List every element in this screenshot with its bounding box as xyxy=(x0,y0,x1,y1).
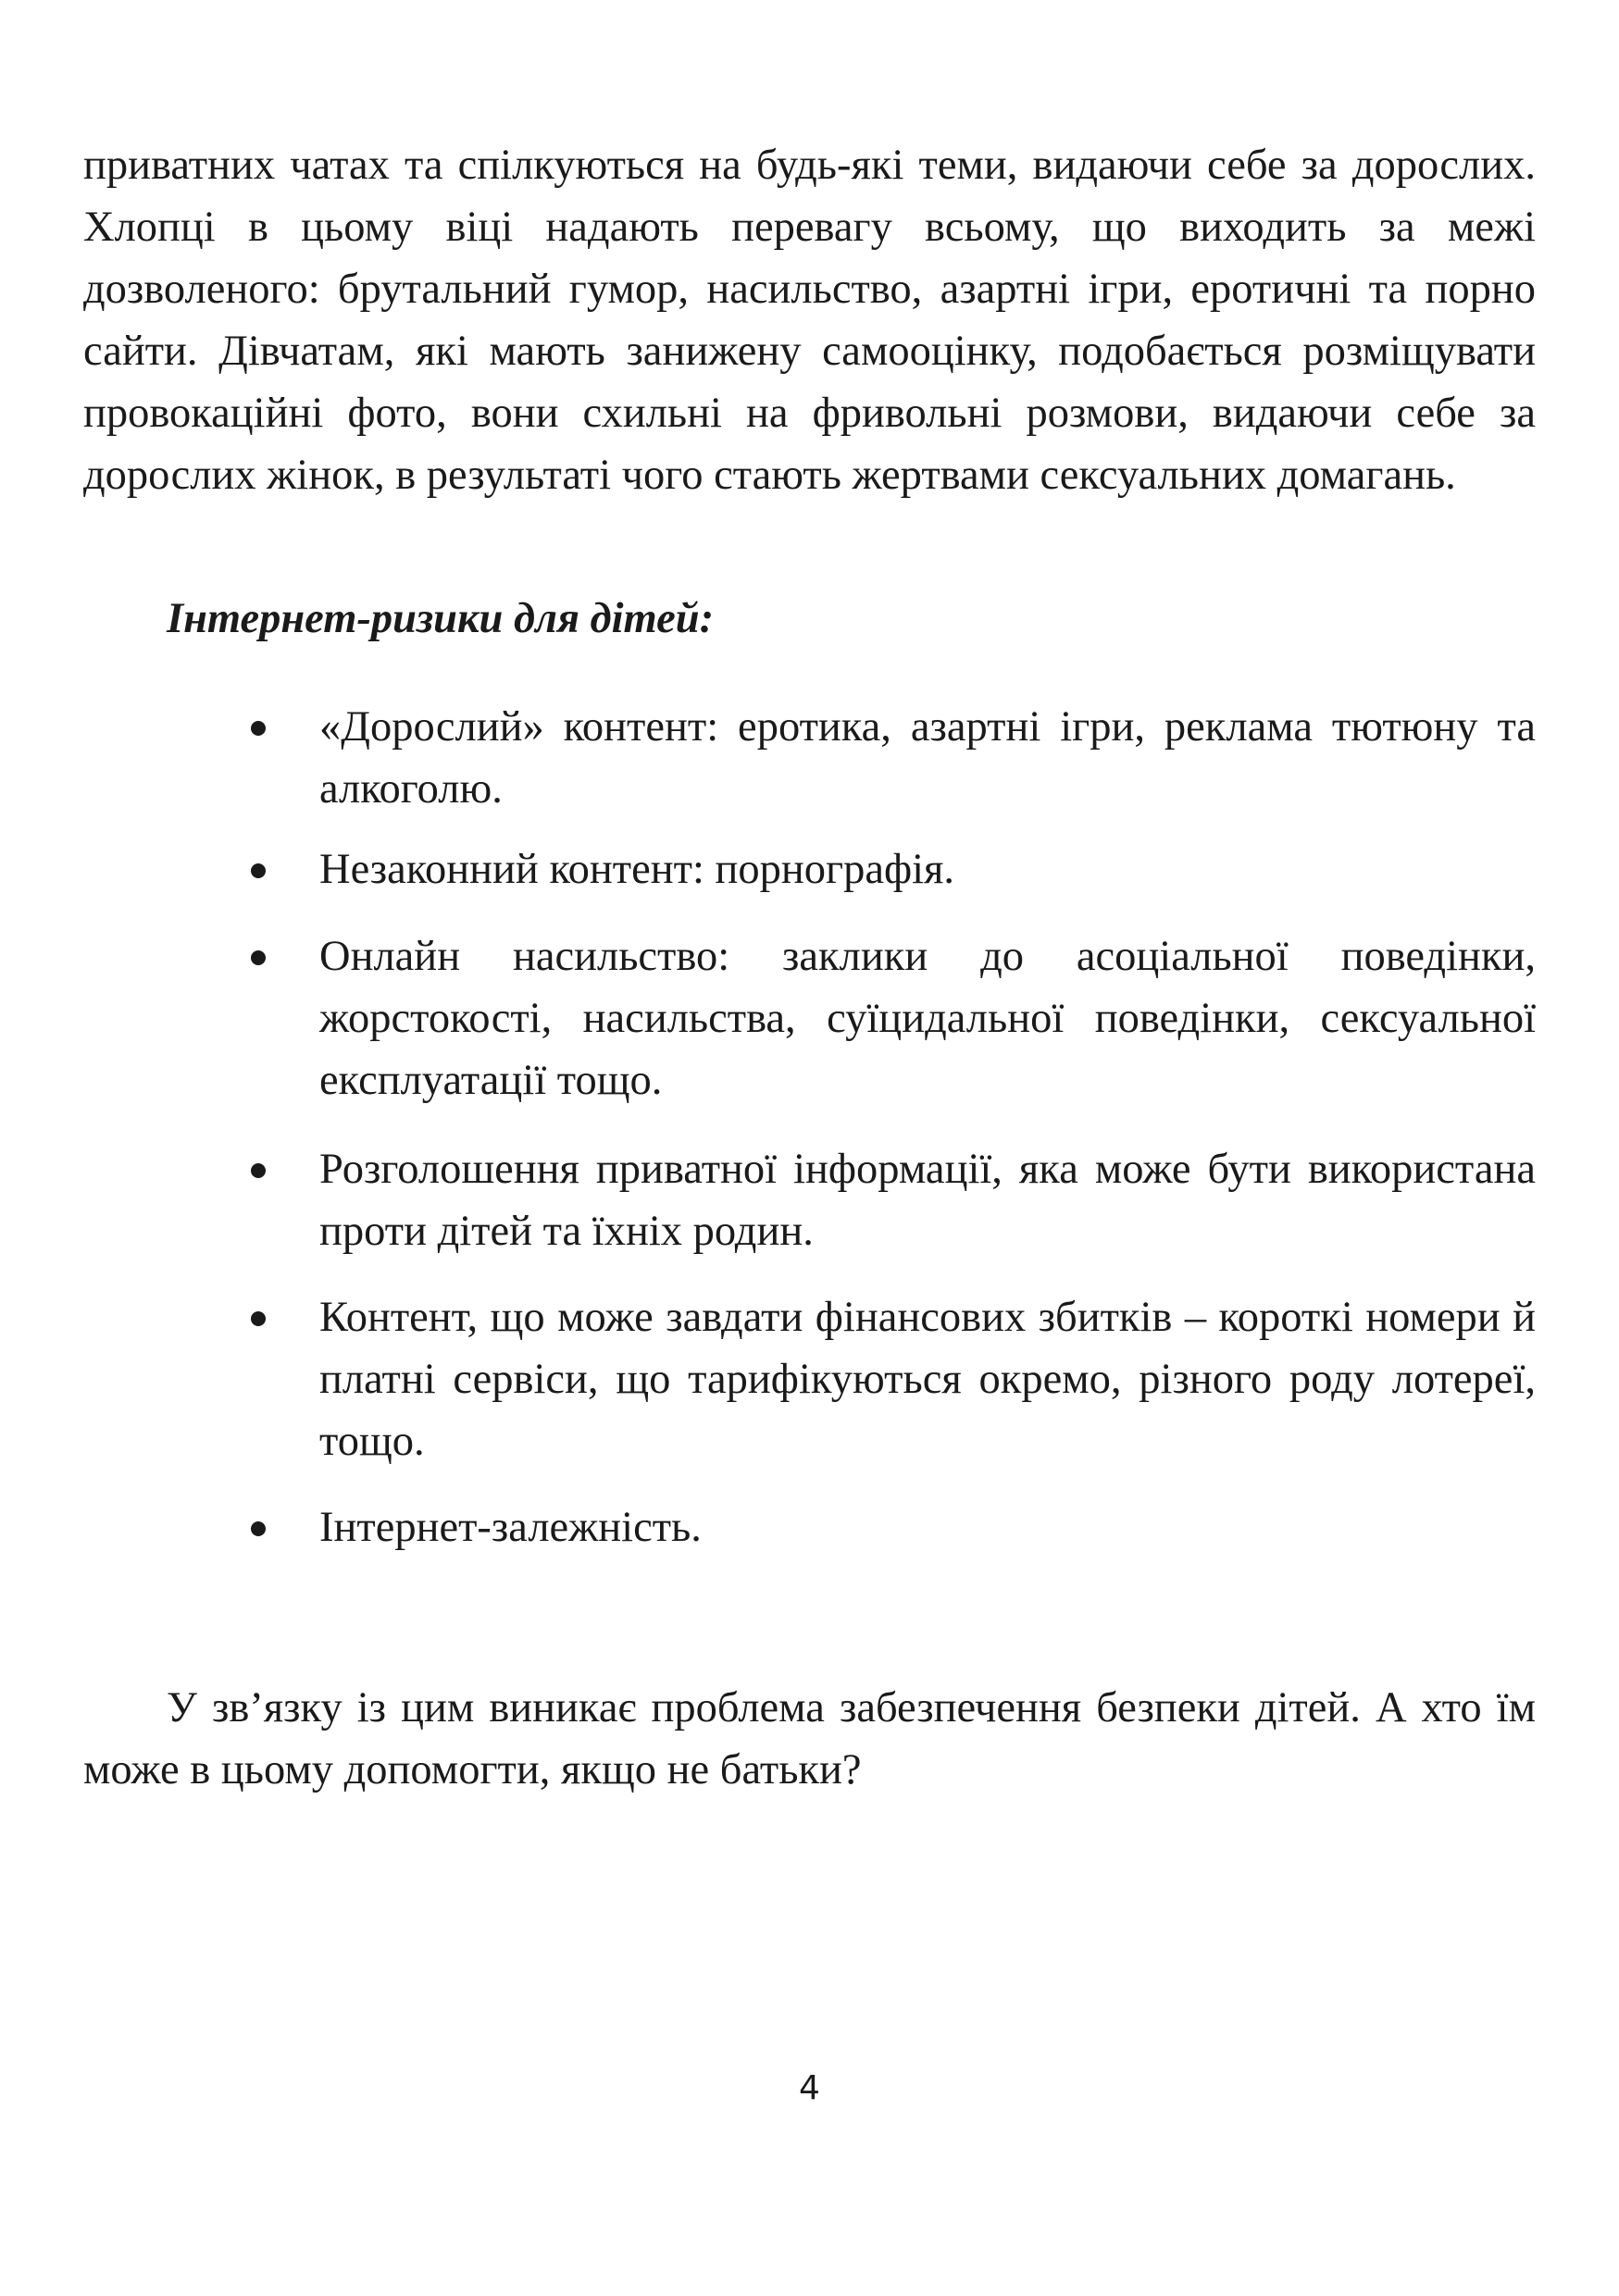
bullet-icon xyxy=(251,1163,266,1178)
body-paragraph-bottom: У зв’язку із цим виникає проблема забезпечення безпеки дітей. А хто їм може в цьому допомогти, якщо не батьки? xyxy=(83,1684,1536,1793)
list-item-text: Онлайн насильство: заклики до асоціальної поведінки, жорстокості, насильства, суїцидальної поведінки, сексуальної експлуатації тощо. xyxy=(319,933,1536,1104)
page-number: 4 xyxy=(799,2069,820,2107)
section-heading: Інтернет-ризики для дітей: xyxy=(167,595,715,642)
list-item-text: Незаконний контент: порнографія. xyxy=(319,846,955,893)
list-item-text: Інтернет-залежність. xyxy=(319,1504,702,1551)
bullet-icon xyxy=(251,1311,266,1326)
body-paragraph-top: приватних чатах та спілкуються на будь-які теми, видаючи себе за дорослих. Хлопці в цьому віці надають перевагу всьому, що виходить за межі дозволеного: брутальний гумор, насильство, азартні ігри, еротичні та порно сайти. Дівчатам, які мають занижену самооцінку, подобається розміщувати провокаційні фото, вони схильні на фривольні розмови, видаючи себе за дорослих жінок, в результаті чого стають жертвами сексуальних домагань. xyxy=(83,142,1536,499)
bullet-icon xyxy=(251,950,266,965)
bullet-icon xyxy=(251,721,266,736)
list-item-text: Розголошення приватної інформації, яка може бути використана проти дітей та їхніх родин. xyxy=(319,1146,1536,1255)
bullet-icon xyxy=(251,863,266,878)
list-item-text: «Дорослий» контент: еротика, азартні ігри, реклама тютюну та алкоголю. xyxy=(319,703,1536,813)
list-item-text: Контент, що може завдати фінансових збитків – короткі номери й платні сервіси, що тарифікуються окремо, різного роду лотереї, тощо. xyxy=(319,1294,1536,1465)
bullet-icon xyxy=(251,1521,266,1536)
